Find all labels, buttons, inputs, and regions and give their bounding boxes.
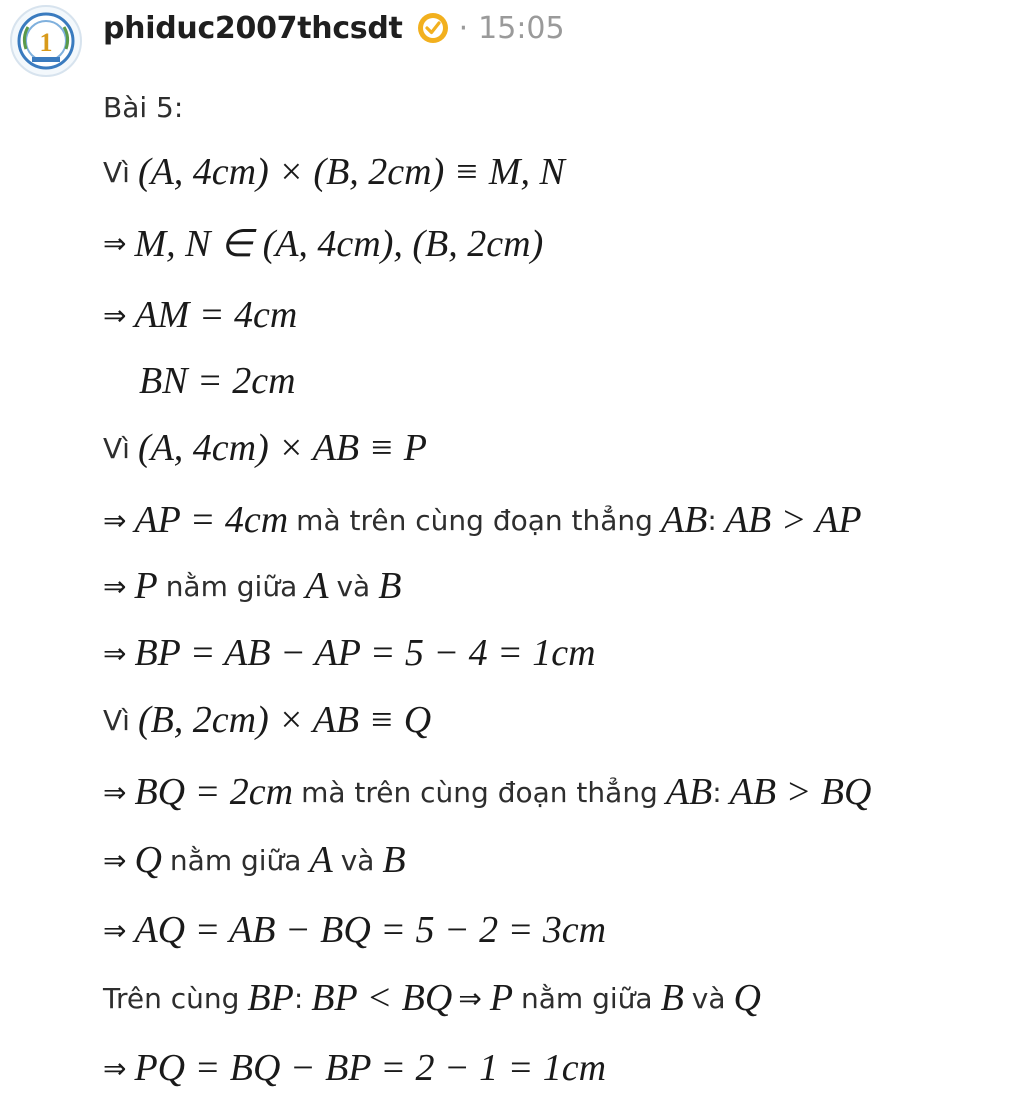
header-separator: ·	[458, 10, 469, 46]
text-segment: mà trên cùng đoạn thẳng	[296, 503, 653, 537]
math-expression: (A, 4cm) × (B, 2cm) ≡ M, N	[137, 151, 565, 193]
math-expression: AB	[665, 771, 713, 813]
answer-line-9	[103, 625, 596, 681]
text-segment: và	[336, 569, 371, 603]
answer-line-5	[103, 353, 296, 409]
answer-line-2	[103, 144, 565, 200]
line-prefix: Vì	[103, 703, 130, 737]
math-expression: AQ = AB − BQ = 5 − 2 = 3cm	[134, 909, 607, 951]
math-expression: B	[378, 565, 402, 607]
implies-arrow: ⇒	[103, 1051, 127, 1085]
answer-line-10	[103, 692, 431, 748]
answer-line-4	[103, 287, 297, 343]
math-expression: (A, 4cm) × AB ≡ P	[137, 427, 428, 469]
answer-line-3	[103, 215, 543, 271]
math-expression: M, N ∈ (A, 4cm), (B, 2cm)	[134, 222, 544, 265]
text-segment: nằm giữa	[169, 843, 302, 877]
math-expression: BP < BQ	[311, 977, 453, 1019]
implies-arrow: ⇒	[103, 913, 127, 947]
text-segment: và	[340, 843, 375, 877]
answer-line-12	[103, 832, 406, 888]
text-colon: :	[712, 775, 722, 809]
text-segment: nằm giữa	[165, 569, 298, 603]
answer-line-6	[103, 420, 427, 476]
text-segment: nằm giữa	[521, 981, 653, 1015]
math-expression: AB	[660, 499, 708, 541]
verified-badge-icon	[417, 12, 449, 44]
answer-line-14	[103, 970, 761, 1026]
implies-arrow: ⇒	[103, 775, 127, 809]
answer-line-1	[103, 79, 183, 135]
line-prefix: Vì	[103, 155, 130, 189]
math-expression: BP	[247, 977, 294, 1019]
implies-arrow: ⇒	[458, 981, 482, 1015]
line-prefix: Trên cùng	[103, 981, 240, 1015]
math-expression: AP = 4cm	[134, 499, 289, 541]
math-expression: Q	[134, 839, 162, 881]
math-expression: Q	[733, 977, 761, 1019]
implies-arrow: ⇒	[103, 569, 127, 603]
implies-arrow: ⇒	[103, 226, 127, 260]
text-segment: và	[691, 981, 726, 1015]
implies-arrow: ⇒	[103, 843, 127, 877]
math-expression: BN = 2cm	[139, 360, 296, 402]
post-header	[103, 8, 565, 48]
line-prefix: Vì	[103, 431, 130, 465]
answer-line-15	[103, 1040, 606, 1096]
math-expression: PQ = BQ − BP = 2 − 1 = 1cm	[134, 1047, 607, 1089]
math-expression: P	[489, 977, 514, 1019]
answer-line-8	[103, 558, 401, 614]
answer-heading: Bài 5:	[103, 90, 184, 124]
username[interactable]: phiduc2007thcsdt	[103, 10, 403, 46]
math-expression: B	[660, 977, 684, 1019]
math-expression: AB > BQ	[729, 771, 872, 813]
implies-arrow: ⇒	[103, 503, 127, 537]
implies-arrow: ⇒	[103, 636, 127, 670]
svg-text:1: 1	[39, 28, 53, 57]
math-expression: A	[305, 565, 329, 607]
math-expression: A	[309, 839, 333, 881]
answer-line-7	[103, 492, 862, 548]
text-colon: :	[707, 503, 717, 537]
math-expression: AM = 4cm	[134, 294, 298, 336]
answer-line-13	[103, 902, 606, 958]
text-colon: :	[293, 981, 304, 1015]
math-expression: P	[134, 565, 158, 607]
math-expression: BP = AB − AP = 5 − 4 = 1cm	[134, 632, 596, 674]
school-logo-icon	[12, 7, 80, 75]
math-expression: AB > AP	[724, 499, 862, 541]
math-expression: BQ = 2cm	[134, 771, 294, 813]
text-segment: mà trên cùng đoạn thẳng	[301, 775, 658, 809]
implies-arrow: ⇒	[103, 298, 127, 332]
math-expression: (B, 2cm) × AB ≡ Q	[137, 699, 432, 741]
avatar[interactable]	[10, 5, 82, 77]
answer-line-11	[103, 764, 871, 820]
math-expression: B	[382, 839, 406, 881]
post-time[interactable]: 15:05	[478, 10, 565, 46]
